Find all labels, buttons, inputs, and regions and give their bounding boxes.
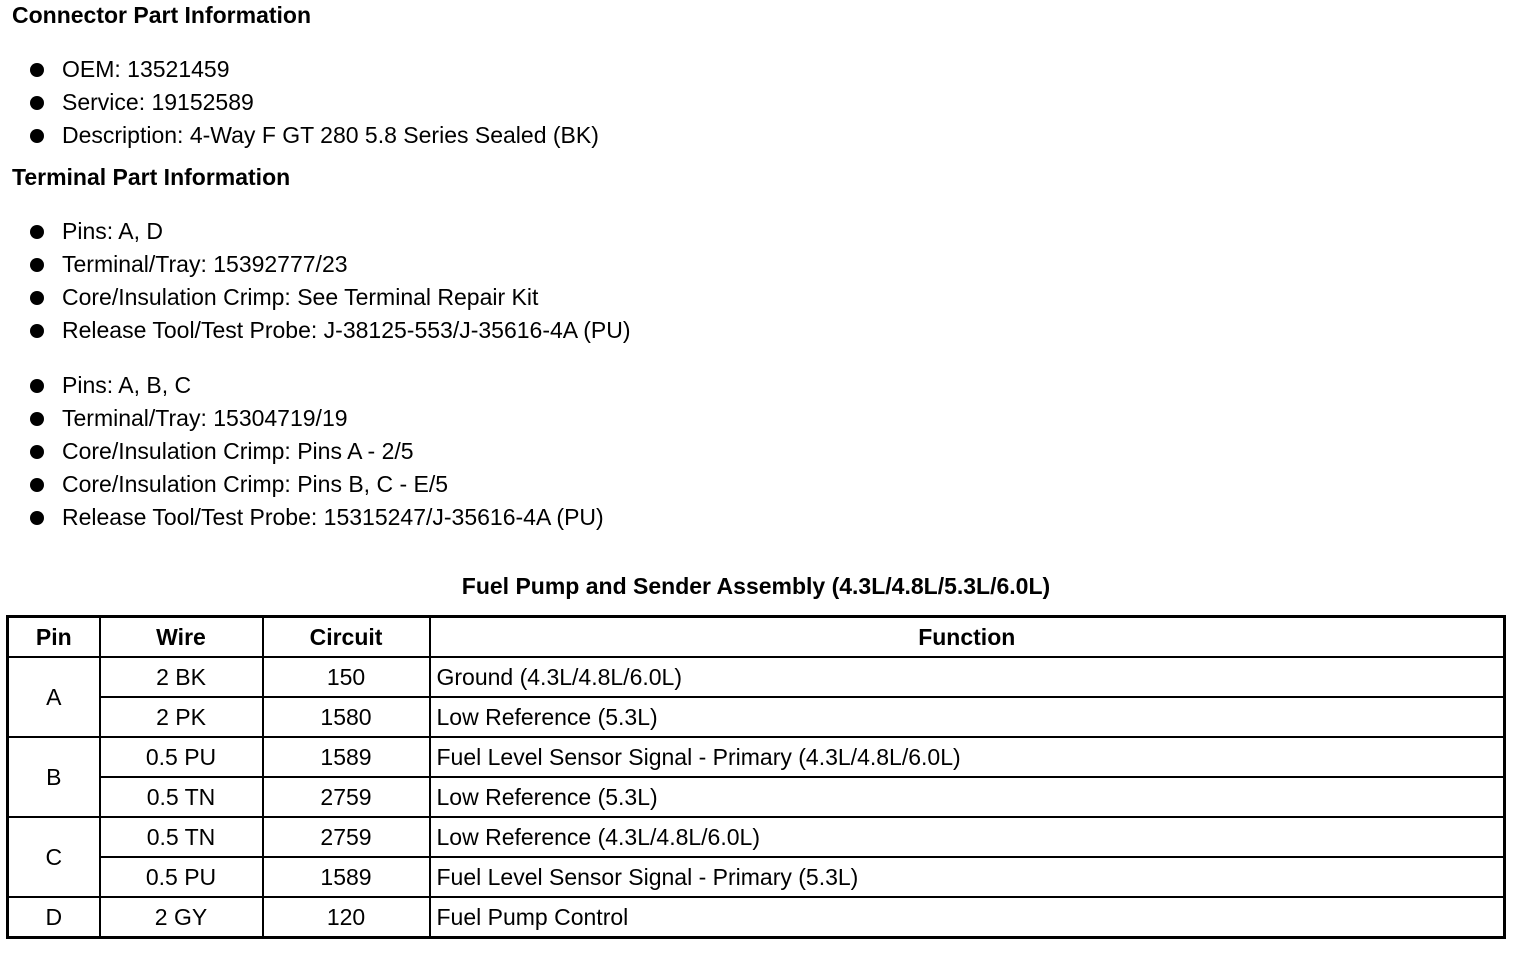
pin-cell: A: [8, 657, 100, 737]
terminal-heading: Terminal Part Information: [12, 164, 291, 190]
list-item: [30, 86, 599, 119]
wire-cell: 0.5 TN: [100, 777, 263, 817]
pin-cell: D: [8, 897, 100, 938]
bullet-icon: [30, 63, 44, 77]
table-row: [8, 897, 1505, 938]
bullet-icon: [30, 324, 44, 338]
header-pin: Pin: [8, 617, 100, 658]
list-item-text: Core/Insulation Crimp: Pins A - 2/5: [62, 438, 414, 464]
list-item-text: Release Tool/Test Probe: 15315247/J-35616-4A (PU): [62, 504, 604, 530]
list-item-text: Release Tool/Test Probe: J-38125-553/J-35616-4A (PU): [62, 317, 631, 343]
circuit-cell: 1580: [263, 697, 430, 737]
pinout-table: [6, 615, 1506, 939]
wire-cell: 0.5 PU: [100, 737, 263, 777]
header-wire: Wire: [100, 617, 263, 658]
list-item: [30, 281, 631, 314]
list-item-text: Core/Insulation Crimp: See Terminal Repair Kit: [62, 284, 539, 310]
function-cell: Fuel Pump Control: [430, 897, 1505, 938]
header-circuit: Circuit: [263, 617, 430, 658]
list-item-text: Terminal/Tray: 15304719/19: [62, 405, 348, 431]
list-item-text: Core/Insulation Crimp: Pins B, C - E/5: [62, 471, 449, 497]
bullet-icon: [30, 96, 44, 110]
header-function: Function: [430, 617, 1505, 658]
terminal-list-2: [30, 369, 604, 534]
list-item: [30, 435, 604, 468]
bullet-icon: [30, 478, 44, 492]
table-row: [8, 777, 1505, 817]
connector-list: [30, 53, 599, 152]
connector-heading: Connector Part Information: [12, 2, 312, 28]
list-item: [30, 314, 631, 347]
bullet-icon: [30, 412, 44, 426]
table-row: [8, 857, 1505, 897]
function-cell: Fuel Level Sensor Signal - Primary (4.3L/4.8L/6.0L): [430, 737, 1505, 777]
circuit-cell: 1589: [263, 737, 430, 777]
wire-cell: 2 GY: [100, 897, 263, 938]
pin-cell: C: [8, 817, 100, 897]
circuit-cell: 150: [263, 657, 430, 697]
function-cell: Low Reference (5.3L): [430, 777, 1505, 817]
bullet-icon: [30, 379, 44, 393]
pin-cell: B: [8, 737, 100, 817]
list-item: [30, 369, 604, 402]
wire-cell: 2 PK: [100, 697, 263, 737]
list-item: [30, 402, 604, 435]
list-item: [30, 119, 599, 152]
list-item: [30, 215, 631, 248]
table-row: [8, 697, 1505, 737]
table-title: Fuel Pump and Sender Assembly (4.3L/4.8L/5.3L/6.0L): [461, 573, 1051, 599]
circuit-cell: 2759: [263, 777, 430, 817]
list-item: [30, 468, 604, 501]
table-row: [8, 657, 1505, 697]
function-cell: Low Reference (5.3L): [430, 697, 1505, 737]
wire-cell: 0.5 PU: [100, 857, 263, 897]
function-cell: Low Reference (4.3L/4.8L/6.0L): [430, 817, 1505, 857]
table-row: [8, 817, 1505, 857]
function-cell: Ground (4.3L/4.8L/6.0L): [430, 657, 1505, 697]
wire-cell: 0.5 TN: [100, 817, 263, 857]
list-item-text: Service: 19152589: [62, 89, 254, 115]
table-header-row: [8, 617, 1505, 658]
list-item-text: Description: 4-Way F GT 280 5.8 Series Sealed (BK): [62, 122, 599, 148]
bullet-icon: [30, 129, 44, 143]
function-cell: Fuel Level Sensor Signal - Primary (5.3L): [430, 857, 1505, 897]
list-item: [30, 53, 599, 86]
circuit-cell: 1589: [263, 857, 430, 897]
wire-cell: 2 BK: [100, 657, 263, 697]
circuit-cell: 120: [263, 897, 430, 938]
list-item-text: OEM: 13521459: [62, 56, 230, 82]
bullet-icon: [30, 258, 44, 272]
list-item-text: Pins: A, B, C: [62, 372, 192, 398]
bullet-icon: [30, 291, 44, 305]
bullet-icon: [30, 511, 44, 525]
circuit-cell: 2759: [263, 817, 430, 857]
list-item-text: Pins: A, D: [62, 218, 163, 244]
list-item-text: Terminal/Tray: 15392777/23: [62, 251, 348, 277]
bullet-icon: [30, 225, 44, 239]
terminal-list-1: [30, 215, 631, 347]
list-item: [30, 501, 604, 534]
table-row: [8, 737, 1505, 777]
list-item: [30, 248, 631, 281]
bullet-icon: [30, 445, 44, 459]
